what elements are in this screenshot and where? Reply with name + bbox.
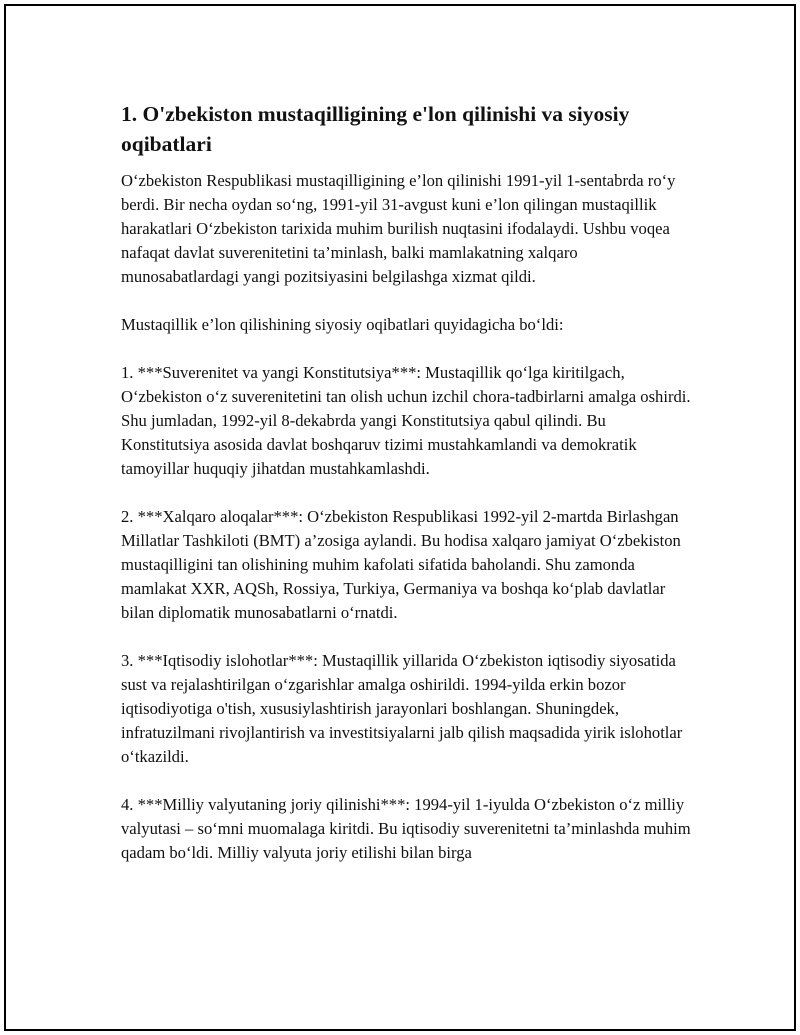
intro-paragraph: O‘zbekiston Respublikasi mustaqilligining e’lon qilinishi 1991-yil 1-sentabrda ro‘y berdi. Bir necha oydan so‘ng, 1991-yil 31-avgust kuni e’lon qilingan mustaqillik harakatlari O‘zbekiston tarixida muhim burilish nuqtasini ifodalaydi. Ushbu voqea nafaqat davlat suverenitetini ta’minlash, balki mamlakatning xalqaro munosabatlardagi yangi pozitsiyasini belgilashga xizmat qildi. bbox=[121, 171, 676, 286]
international-relations-paragraph: 2. ***Xalqaro aloqalar***: O‘zbekiston Respublikasi 1992-yil 2-martda Birlashgan Millatlar Tashkiloti (BMT) a’zosiga aylandi. Bu hodisa xalqaro jamiyat O‘zbekiston mustaqilligini tan olishining muhim kafolati sifatida baholandi. Shu zamonda mamlakat XXR, AQSh, Rossiya, Turkiya, Germaniya va boshqa ko‘plab davlatlar bilan diplomatik munosabatlarni o‘rnatdi. bbox=[121, 507, 681, 622]
economic-reforms-paragraph: 3. ***Iqtisodiy islohotlar***: Mustaqillik yillarida O‘zbekiston iqtisodiy siyosatida sust va rejalashtirilgan o‘zgarishlar amalga oshirildi. 1994-yilda erkin bozor iqtisodiyotiga o'tish, xususiylashtirish jarayonlari boshlangan. Shuningdek, infratuzilmani rivojlantirish va investitsiyalarni jalb qilish maqsadida yirik islohotlar o‘tkazildi. bbox=[121, 651, 683, 766]
document-heading: 1. O'zbekiston mustaqilligining e'lon qilinishi va siyosiy oqibatlari bbox=[121, 102, 630, 156]
sovereignty-paragraph: 1. ***Suverenitet va yangi Konstitutsiya***: Mustaqillik qo‘lga kiritilgach, O‘zbekiston o‘z suverenitetini tan olish uchun izchil chora-tadbirlarni amalga oshirdi. Shu jumladan, 1992-yil 8-dekabrda yangi Konstitutsiya qabul qilindi. Bu Konstitutsiya asosida davlat boshqaruv tizimi mustahkamlandi va demokratik tamoyillar huquqiy jihatdan mustahkamlashdi. bbox=[121, 363, 691, 478]
document-body bbox=[121, 99, 691, 889]
document-page bbox=[4, 4, 796, 1031]
consequences-intro-paragraph: Mustaqillik e’lon qilishining siyosiy oqibatlari quyidagicha bo‘ldi: bbox=[121, 315, 564, 334]
national-currency-paragraph: 4. ***Milliy valyutaning joriy qilinishi***: 1994-yil 1-iyulda O‘zbekiston o‘z milliy valyutasi – so‘mni muomalaga kiritdi. Bu iqtisodiy suverenitetni ta’minlashda muhim qadam bo‘ldi. Milliy valyuta joriy etilishi bilan birga bbox=[121, 795, 691, 862]
